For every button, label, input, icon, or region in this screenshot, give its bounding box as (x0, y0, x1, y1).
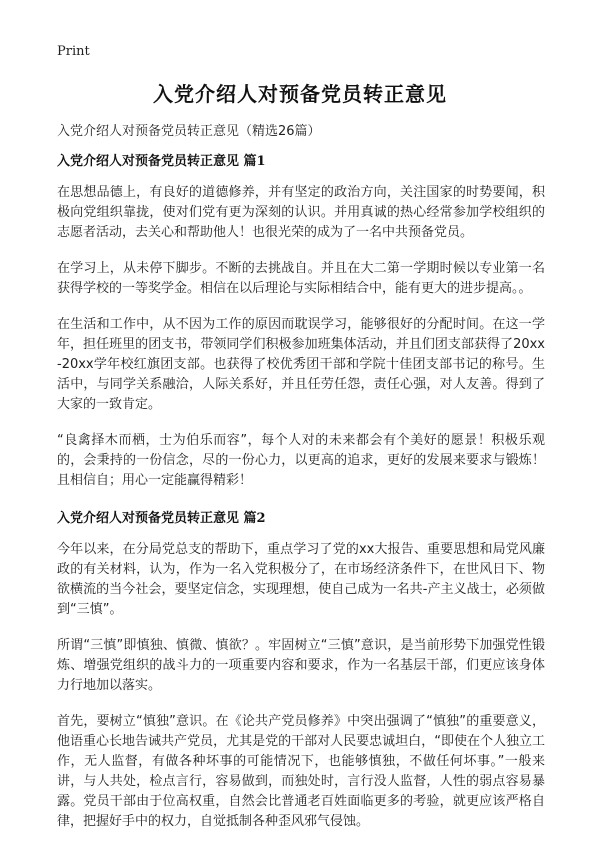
section-heading: 入党介绍人对预备党员转正意见 篇2 (57, 511, 266, 526)
paragraph: 首先，要树立“慎独”意识。在《论共产党员修养》中突出强调了“慎独”的重要意义，他语重心长地告诫共产党员，尤其是党的干部对人民要忠诚坦白，“即使在个人独立工作，无人监督，有做各种坏事的可能情况下，也能够慎独，不做任何坏事。”一般来讲，与人共处，检点言行，容易做到，而独处时，言行没人监督，人性的弱点容易暴露。党员干部由于位高权重，自然会比普通老百姓面临更多的考验，就更应该严格自律，把握好手中的权力，自觉抵制各种歪风邪气侵蚀。 (57, 714, 545, 829)
page-subtitle: 入党介绍人对预备党员转正意见（精选26篇） (57, 124, 321, 139)
paragraph: 所谓“三慎”即慎独、慎微、慎欲？。牢固树立“三慎”意识，是当前形势下加强党性锻炼、增强党组织的战斗力的一项重要内容和要求，作为一名基层干部，们更应该身体力行地加以落实。 (57, 638, 545, 693)
paragraph: “良禽择木而栖，士为伯乐而容”，每个人对的未来都会有个美好的愿景！积极乐观的，会秉持的一份信念，尽的一份心力，以更高的追求，更好的发展来要求与锻炼！且相信自；用心一定能赢得精彩！ (57, 433, 545, 488)
section-2 (57, 507, 545, 832)
section-1 (57, 150, 545, 491)
print-link[interactable]: Print (57, 44, 90, 59)
section-heading: 入党介绍人对预备党员转正意见 篇1 (57, 154, 266, 169)
paragraph: 在生活和工作中，从不因为工作的原因而耽误学习，能够很好的分配时间。在这一学年，担任班里的团支书，带领同学们积极参加班集体活动，并且们团支部获得了20xx-20xx学年校红旗团支部。也获得了校优秀团干部和学院十佳团支部书记的称号。生活中，与同学关系融洽，人际关系好，并且任劳任怨，责任心强，对人友善。得到了大家的一致肯定。 (57, 317, 545, 412)
paragraph: 今年以来，在分局党总支的帮助下，重点学习了党的xx大报告、重要思想和局党风廉政的有关材料，认为，作为一名入党积极分了，在市场经济条件下，在世风日下、物欲横流的当今社会，要坚定信念，实现理想，使自己成为一名共-产主义战士，必须做到“三慎”。 (57, 542, 545, 617)
paragraph: 在思想品德上，有良好的道德修养，并有坚定的政治方向，关注国家的时势要闻，积极向党组织靠拢，使对们党有更为深刻的认识。并用真诚的热心经常参加学校组织的志愿者活动，去关心和帮助他人！也很光荣的成为了一名中共预备党员。 (57, 185, 545, 240)
paragraph: 在学习上，从未停下脚步。不断的去挑战自。并且在大二第一学期时候以专业第一名获得学校的一等奖学金。相信在以后理论与实际相结合中，能有更大的进步提高。。 (57, 261, 545, 296)
page-title: 入党介绍人对预备党员转正意见 (153, 82, 447, 106)
article-body (57, 150, 545, 848)
